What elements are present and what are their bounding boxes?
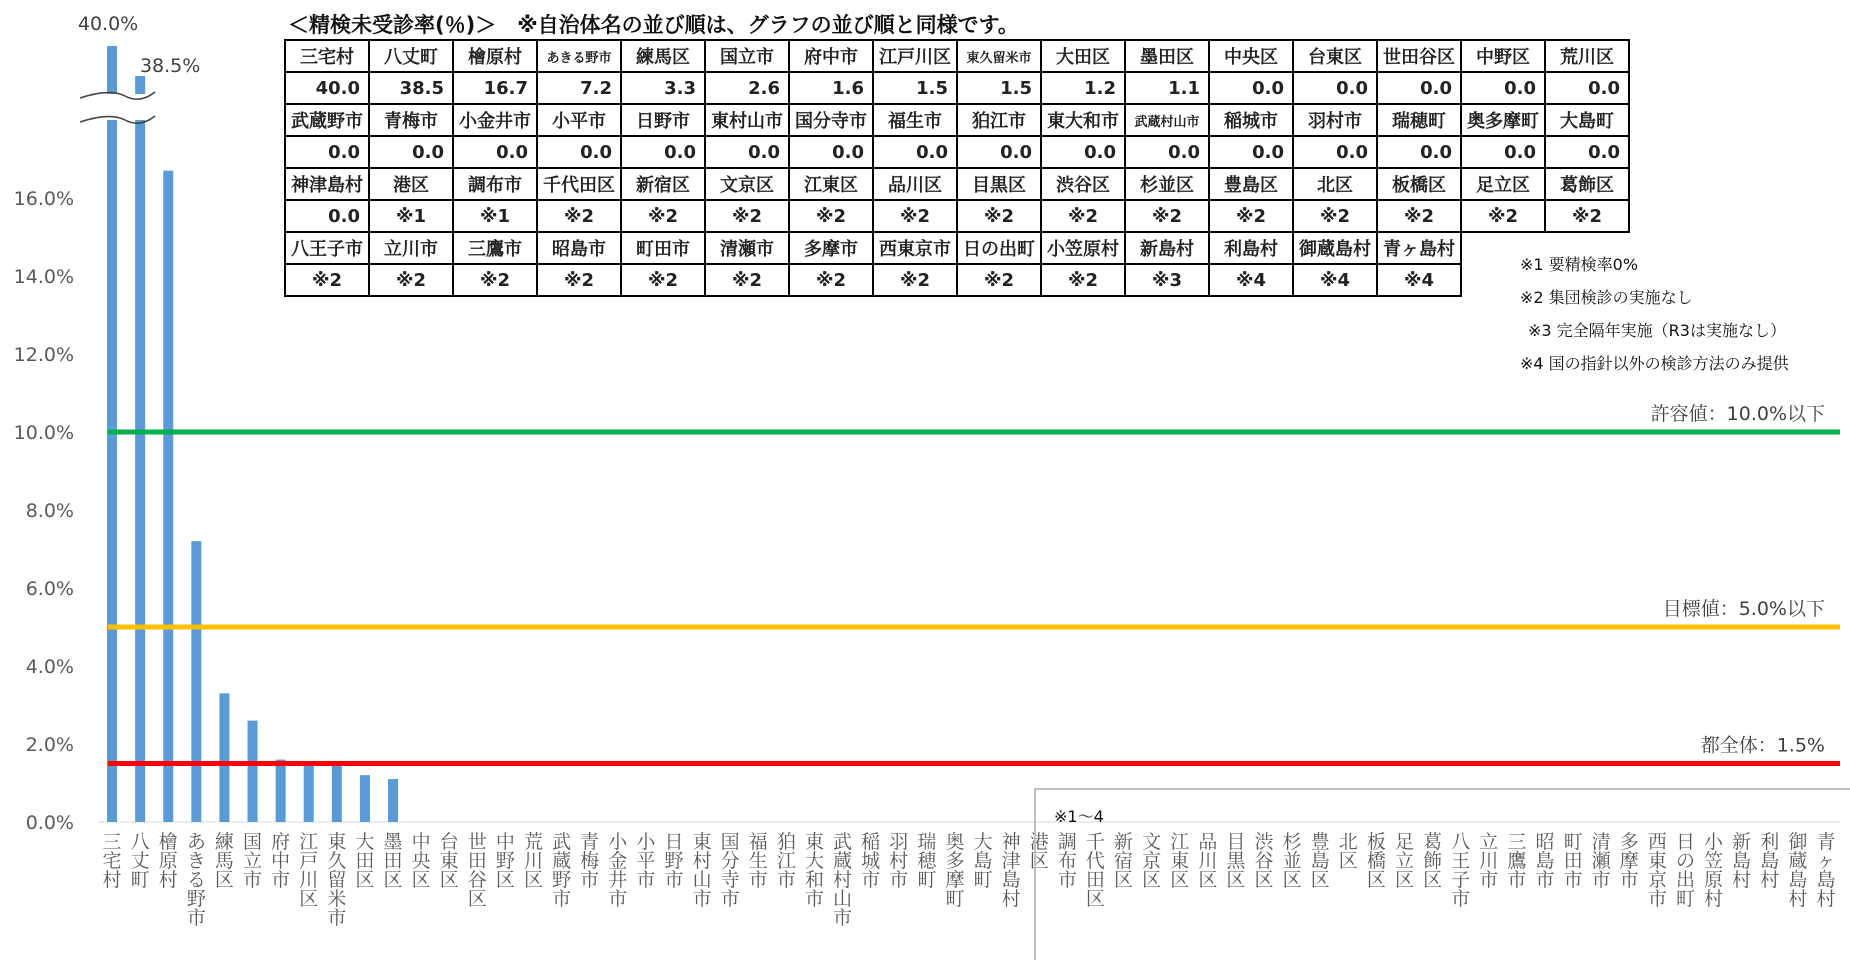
table-name-cell: 檜原村 (453, 40, 537, 72)
table-name-cell: 渋谷区 (1041, 168, 1125, 200)
footnote: ※2 集団検診の実施なし (1520, 288, 1693, 307)
table-name-cell: 新宿区 (621, 168, 705, 200)
table-name-cell: 奥多摩町 (1461, 104, 1545, 136)
x-category-label: 千代田区 (1085, 831, 1105, 910)
table-value-cell: ※2 (453, 264, 537, 296)
table-value-cell: ※2 (1293, 200, 1377, 232)
x-category-label: 小金井市 (608, 831, 628, 910)
x-category-label: 武蔵村山市 (833, 831, 853, 929)
table-name-cell: 狛江市 (957, 104, 1041, 136)
x-category-label: 豊島区 (1310, 831, 1330, 891)
table-name-cell: 練馬区 (621, 40, 705, 72)
x-category-label: 大田区 (355, 831, 375, 891)
table-value-cell: ※2 (705, 200, 789, 232)
table-value-cell: 0.0 (453, 136, 537, 168)
table-value-cell: ※2 (1377, 200, 1461, 232)
table-value-cell: 0.0 (1377, 72, 1461, 104)
table-name-cell: 葛飾区 (1545, 168, 1629, 200)
bar (163, 171, 173, 822)
table-name-cell: 中野区 (1461, 40, 1545, 72)
table-value-cell: 1.5 (873, 72, 957, 104)
table-value-cell: ※2 (1209, 200, 1293, 232)
table-name-cell: 羽村市 (1293, 104, 1377, 136)
table-value-cell: ※2 (873, 264, 957, 296)
table-name-cell: 瑞穂町 (1377, 104, 1461, 136)
table-name-cell: 豊島区 (1209, 168, 1293, 200)
data-label: 40.0% (77, 13, 139, 35)
table-name-cell: 青梅市 (369, 104, 453, 136)
table-name-cell: 稲城市 (1209, 104, 1293, 136)
table-value-cell: 0.0 (957, 136, 1041, 168)
table-name-cell: 調布市 (453, 168, 537, 200)
bar (248, 721, 258, 822)
table-value-cell: ※1 (369, 200, 453, 232)
x-category-label: 国立市 (243, 831, 263, 891)
table-name-cell: 江戸川区 (873, 40, 957, 72)
x-category-label: 日の出町 (1675, 831, 1695, 910)
table-name-cell: 武蔵野市 (285, 104, 369, 136)
y-tick-label: 16.0% (13, 188, 74, 210)
table-value-cell: 0.0 (621, 136, 705, 168)
table-name-row (285, 168, 1629, 200)
table-value-cell: ※2 (1041, 200, 1125, 232)
x-category-label: 調布市 (1057, 831, 1077, 891)
table-value-cell: ※2 (1041, 264, 1125, 296)
x-category-label: 板橋区 (1366, 831, 1386, 891)
x-category-label: 多摩市 (1619, 831, 1639, 891)
x-category-label: 国分寺市 (720, 831, 740, 910)
y-tick-label: 8.0% (25, 500, 74, 522)
data-label: 38.5% (139, 55, 201, 77)
table-name-cell: 足立区 (1461, 168, 1545, 200)
table-name-cell: 文京区 (705, 168, 789, 200)
reference-line-label: 都全体：1.5% (1700, 734, 1825, 757)
x-category-label: あきる野市 (186, 831, 206, 929)
table-name-cell: 品川区 (873, 168, 957, 200)
table-name-row (285, 232, 1629, 264)
table-name-cell: 町田市 (621, 232, 705, 264)
table-value-row (285, 200, 1629, 232)
table-value-cell: ※2 (957, 264, 1041, 296)
y-tick-label: 14.0% (13, 266, 74, 288)
table-value-cell: ※2 (1125, 200, 1209, 232)
table-name-cell: 神津島村 (285, 168, 369, 200)
x-category-label: 東久留米市 (327, 831, 347, 929)
table-name-cell: 台東区 (1293, 40, 1377, 72)
table-name-cell: 東村山市 (705, 104, 789, 136)
reference-line-label: 許容値：10.0%以下 (1650, 403, 1825, 425)
x-category-label: 三鷹市 (1507, 831, 1527, 891)
x-category-label: 台東区 (439, 831, 459, 891)
table-name-cell: 東久留米市 (957, 40, 1041, 72)
table-name-cell: 利島村 (1209, 232, 1293, 264)
table-value-cell: 0.0 (1209, 72, 1293, 104)
table-name-cell: 板橋区 (1377, 168, 1461, 200)
x-category-label: 狛江市 (776, 831, 796, 891)
x-category-label: 八王子市 (1451, 831, 1471, 910)
x-category-label: 御蔵島村 (1788, 831, 1808, 910)
y-tick-label: 4.0% (25, 656, 74, 678)
table-value-cell: ※2 (873, 200, 957, 232)
table-name-cell: 立川市 (369, 232, 453, 264)
x-category-label: 神津島村 (1001, 831, 1021, 910)
table-name-cell: 目黒区 (957, 168, 1041, 200)
x-category-label: 府中市 (271, 831, 291, 891)
table-name-cell: 大田区 (1041, 40, 1125, 72)
x-category-label: 目黒区 (1226, 831, 1246, 891)
x-category-label: 昭島市 (1535, 831, 1555, 891)
rate-table (284, 39, 1630, 297)
table-name-cell: 北区 (1293, 168, 1377, 200)
x-category-label: 福生市 (748, 831, 768, 891)
x-category-label: 新宿区 (1114, 831, 1134, 891)
x-category-label: 青ヶ島村 (1816, 831, 1836, 910)
table-value-cell: 1.1 (1125, 72, 1209, 104)
x-category-label: 三宅村 (102, 831, 122, 891)
table-name-cell: 西東京市 (873, 232, 957, 264)
x-category-label: 東大和市 (804, 831, 824, 910)
x-category-label: 江戸川区 (299, 831, 319, 910)
table-name-cell: 荒川区 (1545, 40, 1629, 72)
table-name-cell: 江東区 (789, 168, 873, 200)
x-category-label: 足立区 (1394, 831, 1415, 891)
footnote: ※1 要精検率0% (1520, 255, 1639, 274)
table-value-cell: ※3 (1125, 264, 1209, 296)
table-title: ＜精検未受診率(％)＞ ※自治体名の並び順は、グラフの並び順と同様です。 (288, 13, 1019, 37)
table-value-cell: 0.0 (1125, 136, 1209, 168)
table-name-cell: 日の出町 (957, 232, 1041, 264)
table-value-cell: ※2 (621, 264, 705, 296)
x-category-label: 荒川区 (523, 831, 544, 891)
table-name-cell: 小平市 (537, 104, 621, 136)
table-value-cell: 1.5 (957, 72, 1041, 104)
table-value-cell: 2.6 (705, 72, 789, 104)
frame-label: ※1〜4 (1054, 807, 1104, 826)
x-category-label: 稲城市 (861, 831, 881, 891)
x-category-label: 日野市 (664, 831, 684, 891)
x-category-label: 練馬区 (214, 831, 234, 891)
table-value-cell: 0.0 (537, 136, 621, 168)
x-category-label: 立川市 (1479, 831, 1499, 891)
x-category-label: 中央区 (411, 831, 431, 891)
table-value-cell: ※2 (369, 264, 453, 296)
table-value-cell: ※2 (537, 264, 621, 296)
table-name-cell: 墨田区 (1125, 40, 1209, 72)
table-name-cell: 新島村 (1125, 232, 1209, 264)
x-category-label: 渋谷区 (1254, 831, 1274, 891)
x-category-label: 青梅市 (580, 831, 600, 891)
table-value-cell: 1.2 (1041, 72, 1125, 104)
y-tick-label: 2.0% (25, 734, 74, 756)
table-value-cell: 0.0 (789, 136, 873, 168)
x-category-label: 北区 (1338, 831, 1358, 872)
reference-line-label: 目標値：5.0%以下 (1662, 598, 1825, 620)
table-value-cell: 0.0 (1377, 136, 1461, 168)
table-value-cell: ※4 (1209, 264, 1293, 296)
bar (219, 693, 229, 822)
table-value-cell: 0.0 (705, 136, 789, 168)
notes (1520, 248, 1789, 380)
table-value-cell: 0.0 (873, 136, 957, 168)
x-category-label: 奥多摩町 (945, 831, 965, 910)
table-name-cell: 府中市 (789, 40, 873, 72)
table-name-cell: 杉並区 (1125, 168, 1209, 200)
x-category-label: 江東区 (1170, 831, 1190, 891)
x-category-label: 品川区 (1198, 831, 1218, 891)
x-category-label: 檜原村 (158, 831, 178, 891)
table-value-cell: 7.2 (537, 72, 621, 104)
table-value-cell: ※2 (285, 264, 369, 296)
table-value-cell: 38.5 (369, 72, 453, 104)
y-tick-label: 0.0% (25, 812, 74, 834)
y-tick-label: 6.0% (25, 578, 74, 600)
table-value-cell: 0.0 (285, 136, 369, 168)
table-value-cell: 0.0 (1461, 72, 1545, 104)
x-category-label: 杉並区 (1282, 831, 1302, 891)
table-value-row (285, 136, 1629, 168)
table-value-row (285, 72, 1629, 104)
footnote: ※4 国の指針以外の検診方法のみ提供 (1520, 354, 1789, 373)
y-tick-label: 12.0% (13, 344, 74, 366)
table-value-cell: 0.0 (1545, 136, 1629, 168)
bar (360, 775, 370, 822)
table-name-row (285, 40, 1629, 72)
table-value-cell: ※2 (957, 200, 1041, 232)
x-category-label: 八丈町 (130, 831, 150, 891)
table-name-cell: 昭島市 (537, 232, 621, 264)
table-name-cell: 小金井市 (453, 104, 537, 136)
table-value-cell: 40.0 (285, 72, 369, 104)
x-category-label: 中野区 (495, 831, 515, 891)
table-value-cell: 0.0 (369, 136, 453, 168)
table-name-cell: 千代田区 (537, 168, 621, 200)
table-name-cell: 三宅村 (285, 40, 369, 72)
x-category-label: 清瀬市 (1591, 831, 1611, 891)
x-category-label: 墨田区 (383, 831, 403, 891)
x-category-label: 利島村 (1760, 831, 1780, 891)
table-name-cell: 八王子市 (285, 232, 369, 264)
x-category-label: 世田谷区 (467, 831, 487, 910)
table-value-cell: 16.7 (453, 72, 537, 104)
bar (135, 76, 145, 822)
table-value-cell: 0.0 (1293, 72, 1377, 104)
table-value-cell: ※2 (789, 200, 873, 232)
table-value-cell: ※2 (537, 200, 621, 232)
x-category-label: 武蔵野市 (552, 831, 572, 910)
x-category-label: 西東京市 (1647, 831, 1667, 910)
x-category-label: 小笠原村 (1704, 831, 1724, 910)
table-name-cell: 御蔵島村 (1293, 232, 1377, 264)
table-name-cell: 武蔵村山市 (1125, 104, 1209, 136)
x-category-label: 羽村市 (889, 831, 909, 891)
table-name-cell: 国立市 (705, 40, 789, 72)
bar (304, 764, 314, 823)
note-frame (1034, 788, 1850, 960)
table-value-cell: ※4 (1377, 264, 1461, 296)
footnote: ※3 完全隔年実施（R3は実施なし） (1528, 321, 1786, 340)
table-name-cell: 港区 (369, 168, 453, 200)
y-tick-label: 10.0% (13, 422, 74, 444)
table-name-cell: 青ヶ島村 (1377, 232, 1461, 264)
table-value-cell: ※2 (621, 200, 705, 232)
x-category-label: 港区 (1029, 831, 1049, 872)
bar (191, 541, 201, 822)
table-name-cell: 大島町 (1545, 104, 1629, 136)
bar (332, 764, 342, 823)
table-value-cell: 0.0 (1461, 136, 1545, 168)
x-category-label: 新島村 (1732, 831, 1752, 891)
table-name-cell: 小笠原村 (1041, 232, 1125, 264)
table-value-row (285, 264, 1629, 296)
table-value-cell: 0.0 (285, 200, 369, 232)
table-value-cell: ※4 (1293, 264, 1377, 296)
table-value-cell: ※2 (1545, 200, 1629, 232)
table-value-cell: 1.6 (789, 72, 873, 104)
table-value-cell: ※2 (705, 264, 789, 296)
table-value-cell: ※2 (1461, 200, 1545, 232)
table-value-cell: 0.0 (1209, 136, 1293, 168)
bar (276, 760, 286, 822)
table-value-cell: 0.0 (1545, 72, 1629, 104)
x-category-label: 葛飾区 (1423, 831, 1443, 891)
x-category-label: 町田市 (1563, 831, 1583, 891)
x-category-label: 小平市 (636, 831, 656, 891)
table-name-row (285, 104, 1629, 136)
table-name-cell: 八丈町 (369, 40, 453, 72)
table-name-cell: 中央区 (1209, 40, 1293, 72)
table-name-cell: 国分寺市 (789, 104, 873, 136)
table-value-cell: 3.3 (621, 72, 705, 104)
table-name-cell: 清瀬市 (705, 232, 789, 264)
table-name-cell: 多摩市 (789, 232, 873, 264)
table-value-cell: 0.0 (1293, 136, 1377, 168)
x-category-label: 文京区 (1142, 831, 1162, 891)
table-name-cell: 世田谷区 (1377, 40, 1461, 72)
x-category-label: 東村山市 (692, 831, 712, 910)
x-category-label: 大島町 (973, 831, 993, 891)
table-name-cell: あきる野市 (537, 40, 621, 72)
table-name-cell: 日野市 (621, 104, 705, 136)
table-value-cell: ※2 (789, 264, 873, 296)
table-name-cell: 三鷹市 (453, 232, 537, 264)
bar (388, 779, 398, 822)
table-value-cell: ※1 (453, 200, 537, 232)
x-category-label: 瑞穂町 (917, 831, 937, 891)
table-name-cell: 東大和市 (1041, 104, 1125, 136)
table-name-cell: 福生市 (873, 104, 957, 136)
table-value-cell: 0.0 (1041, 136, 1125, 168)
